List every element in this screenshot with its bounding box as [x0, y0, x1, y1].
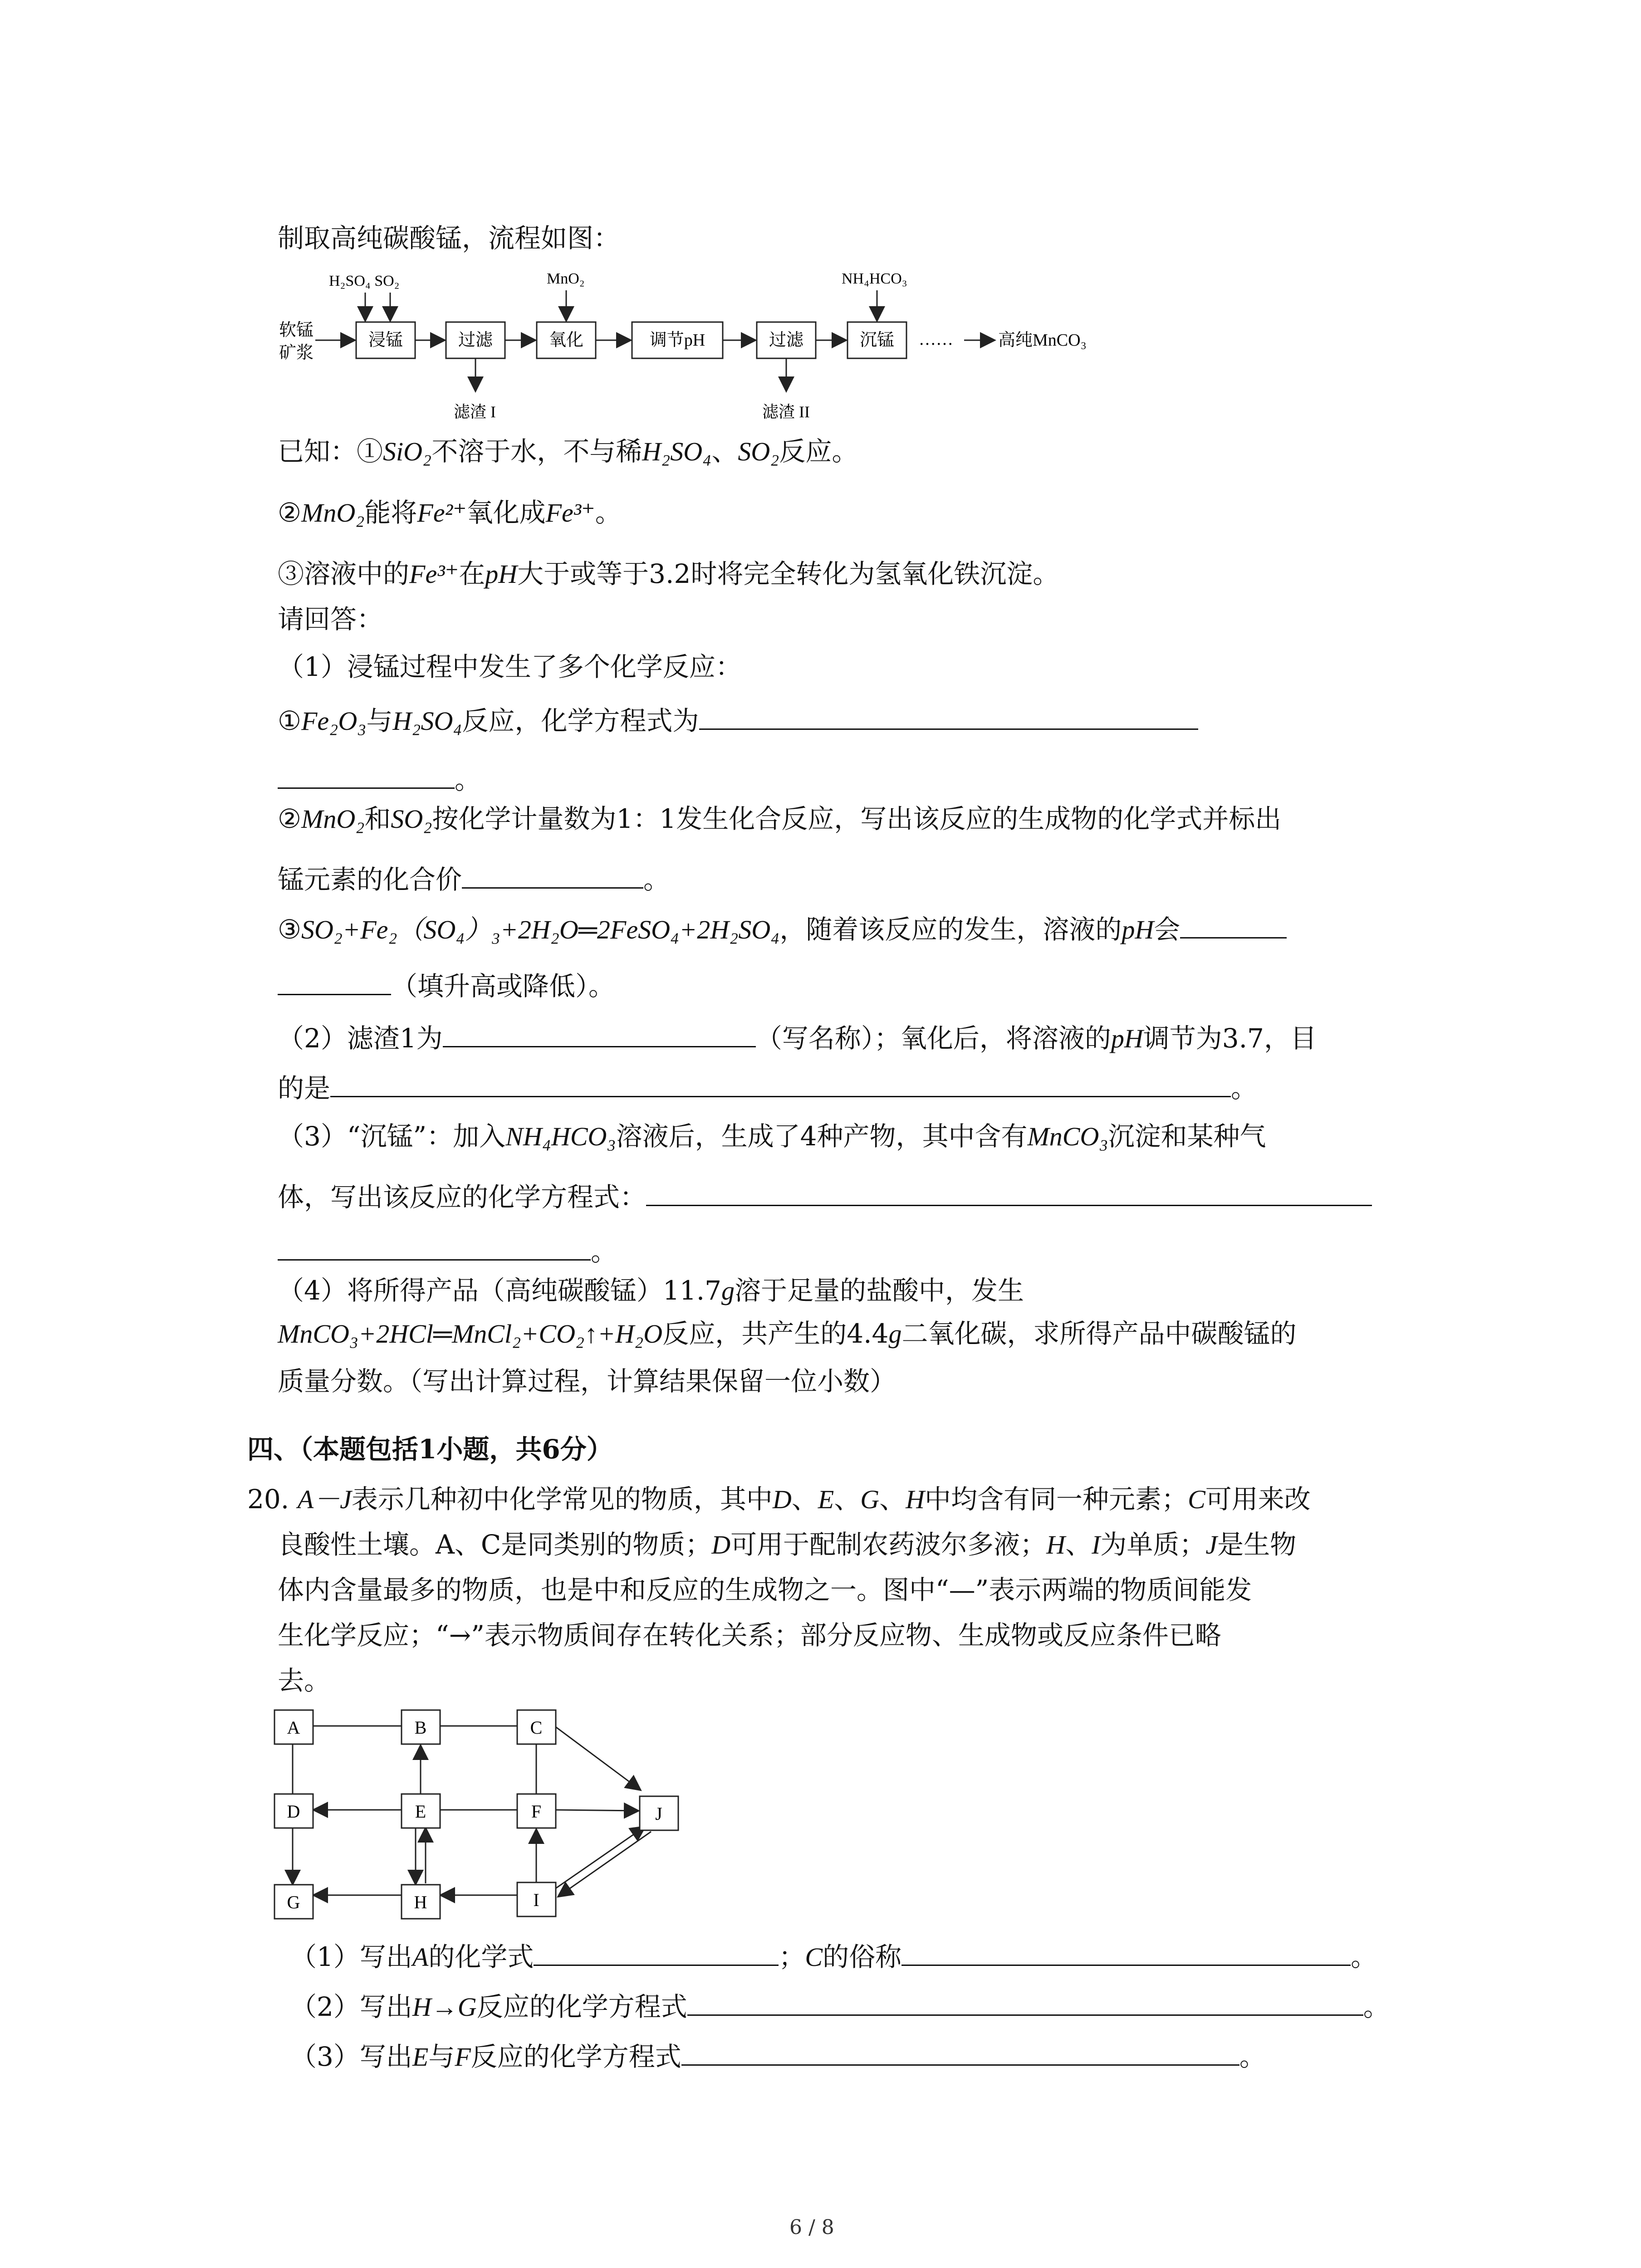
q20-l1-l: 可用来改: [1205, 1484, 1311, 1515]
known-2-mid2: 氧化成: [466, 497, 546, 528]
q1-c-line2: [278, 968, 615, 1002]
process-flowchart: [272, 259, 1134, 431]
known-3-mid: 在: [459, 558, 485, 589]
q1-c-ph: pH: [1122, 915, 1154, 944]
q1-a-line2: [278, 762, 481, 796]
q20-l2-g: 为单质；: [1100, 1529, 1206, 1560]
flow-input-3: MnO₂: [547, 270, 585, 287]
known-1-sep: 、: [711, 436, 738, 467]
flow-box-1-label: 浸锰: [368, 331, 403, 350]
q1-a-answer-blank-2[interactable]: [278, 762, 455, 789]
sub-q1-e: C: [805, 1942, 823, 1972]
q2-text3: 调节为3.7，目: [1143, 1023, 1317, 1054]
q1-c-equation: SO₂+Fe₂（SO₄）₃+2H₂O═2FeSO₄+2H₂SO₄: [301, 915, 780, 944]
node-g-label: G: [287, 1892, 300, 1912]
flow-product: 高纯MnCO₃: [998, 331, 1087, 350]
q20-line2: [278, 1529, 1296, 1561]
q4-unit-g: g: [721, 1276, 735, 1305]
known-3-prefix: ③溶液中的: [278, 558, 410, 589]
q3-answer-blank-2[interactable]: [278, 1234, 591, 1261]
q20-l1-b: 表示几种初中化学常见的物质，其中: [351, 1484, 773, 1515]
q2-line2-text: 的是: [278, 1073, 331, 1104]
sub-q3-a: （3）写出: [290, 2041, 412, 2072]
q20-l2-j: J: [1205, 1530, 1218, 1559]
q1-b-line2: [278, 862, 670, 895]
q2-answer-blank-1[interactable]: [443, 1021, 756, 1047]
q1-b-line2-text: 锰元素的化合价: [278, 864, 462, 895]
q20-l1-sep1: 、: [791, 1484, 818, 1515]
flow-start-2: 矿浆: [279, 343, 314, 362]
sub-q2-c: 反应的化学方程式: [476, 1991, 687, 2022]
q1-b-prefix: ②: [278, 803, 301, 834]
sub-q1-d: ；: [779, 1941, 805, 1972]
q1-c-rest: ，随着该反应的发生，溶液的: [779, 914, 1122, 945]
node-h-label: H: [414, 1892, 427, 1912]
q2-ph: pH: [1111, 1024, 1143, 1053]
q20-l1-j: 中均含有同一种元素；: [925, 1484, 1188, 1515]
known-1-sio2: SiO₂: [383, 437, 432, 466]
sub-q1: [290, 1939, 1377, 1973]
q1-a-mid: 与: [366, 705, 393, 736]
intro-text: 制取高纯碳酸锰，流程如图：: [278, 223, 620, 254]
q3-text3: 沉淀和某种气: [1108, 1121, 1266, 1152]
known-3: [278, 558, 1059, 590]
q1-a-h2so4: H₂SO₄: [392, 706, 462, 736]
q3-nh4hco3: NH₄HCO₃: [505, 1122, 616, 1151]
q20-l1-h: H: [906, 1485, 925, 1514]
sub-q3-answer-blank[interactable]: [681, 2039, 1239, 2066]
q20-range: A－J: [297, 1485, 352, 1514]
q1-c-answer-blank[interactable]: [1180, 912, 1287, 938]
q20-l1-sep2: 、: [834, 1484, 861, 1515]
flow-filter-2: 滤渣 II: [762, 403, 810, 421]
flow-box-2-label: 过滤: [458, 331, 493, 350]
relationship-diagram: [272, 1706, 703, 1941]
q20-l2-d: D: [711, 1530, 731, 1559]
ask-label: 请回答：: [278, 604, 383, 635]
flow-start-1: 软锰: [279, 321, 314, 340]
known-1-h2so4: H₂SO₄: [642, 437, 712, 466]
sub-q1-g: 。: [1351, 1941, 1377, 1972]
q1-b: [278, 803, 1281, 835]
q1-a: [278, 703, 1198, 737]
flow-inputs-1: H₂SO₄ SO₂: [329, 273, 400, 289]
sub-q2-d: 。: [1363, 1991, 1390, 2022]
q20-l1-e: E: [818, 1485, 834, 1514]
known-1: [278, 435, 858, 468]
q1-c-will: 会: [1154, 914, 1181, 945]
sub-q2-a: （2）写出: [290, 1991, 412, 2022]
sub-q3: [290, 2039, 1266, 2073]
q1-b-answer-blank[interactable]: [462, 862, 643, 889]
known-2: [278, 497, 622, 529]
flow-box-6-label: 沉锰: [859, 331, 895, 350]
sub-q1-b: A: [412, 1942, 429, 1972]
known-3-ph: pH: [485, 559, 518, 589]
known-2-mid: 能将: [364, 497, 417, 528]
q1-b-mid: 和: [364, 803, 391, 834]
q1-c: [278, 912, 1287, 946]
q4-line2: [278, 1318, 1296, 1350]
sub-q3-e: 反应的化学方程式: [470, 2041, 681, 2072]
q20-line4: 生化学反应；“→”表示物质间存在转化关系；部分反应物、生成物或反应条件已略: [278, 1620, 1221, 1651]
q2-line2: [278, 1070, 1257, 1104]
q1-c-prefix: ③: [278, 914, 301, 945]
known-3-fe3: Fe³⁺: [409, 559, 459, 589]
q4-text2: 溶于足量的盐酸中，发生: [735, 1275, 1024, 1306]
q4-unit-g2: g: [888, 1319, 902, 1349]
node-c-label: C: [530, 1717, 543, 1738]
flow-box-4-label: 调节pH: [649, 331, 705, 350]
q1-label: （1）浸锰过程中发生了多个化学反应：: [278, 651, 742, 682]
q2-tail: 。: [1231, 1073, 1258, 1104]
flow-dots: ……: [919, 330, 953, 349]
q3-line2-text: 体，写出该反应的化学方程式：: [278, 1182, 647, 1212]
q1-a-end: 反应，化学方程式为: [462, 705, 699, 736]
sub-q3-f: 。: [1239, 2041, 1266, 2072]
q20-l2-a: 良酸性土壤。A、C是同类别的物质；: [278, 1529, 712, 1560]
q4-text1: （4）将所得产品（高纯碳酸锰）11.7: [278, 1275, 722, 1306]
q20-l1-g: G: [860, 1485, 880, 1514]
node-f-label: F: [531, 1801, 542, 1822]
sub-q2-answer-blank[interactable]: [687, 1989, 1363, 2016]
known-2-fe2: Fe²⁺: [417, 498, 467, 528]
q20-line3: 体内含量最多的物质，也是中和反应的生成物之一。图中“—”表示两端的物质间能发: [278, 1574, 1252, 1605]
q3-line3: [278, 1234, 617, 1267]
q4-text3: 反应，共产生的4.4: [662, 1318, 889, 1349]
q1-c-answer-blank-2[interactable]: [278, 968, 391, 995]
q1-a-prefix: ①: [278, 705, 301, 736]
q1-a-answer-blank[interactable]: [699, 703, 1198, 730]
q3-line2: [278, 1179, 1372, 1213]
q3-mnco3: MnCO₃: [1027, 1122, 1108, 1151]
known-1-rest: 不溶于水，不与稀: [431, 436, 642, 467]
q4-line1: [278, 1275, 1024, 1307]
q20-l1-c: C: [1188, 1485, 1205, 1514]
page-number: 6 / 8: [789, 2216, 834, 2239]
sub-q1-c: 的化学式: [428, 1941, 534, 1972]
node-b-label: B: [414, 1717, 427, 1738]
flow-box-5-label: 过滤: [769, 331, 804, 350]
known-2-fe3: Fe³⁺: [545, 498, 595, 528]
sub-q3-d: F: [455, 2042, 471, 2072]
flow-filter-1: 滤渣 I: [454, 403, 496, 421]
q1-b-mno2: MnO₂: [301, 804, 365, 834]
q4-text4: 二氧化碳，求所得产品中碳酸锰的: [901, 1318, 1297, 1349]
known-1-end: 反应。: [779, 436, 858, 467]
q20-line5: 去。: [278, 1665, 331, 1696]
q20-l1-sep3: 、: [879, 1484, 906, 1515]
q2-line1: [278, 1021, 1317, 1055]
q3-text2: 溶液后，生成了4种产物，其中含有: [616, 1121, 1028, 1152]
known-3-end: 大于或等于3.2时将完全转化为氢氧化铁沉淀。: [517, 558, 1059, 589]
sub-q1-answer-blank-1[interactable]: [534, 1939, 779, 1966]
sub-q3-c: 与: [428, 2041, 455, 2072]
q1-a-tail: 。: [455, 764, 481, 795]
known-2-prefix: ②: [278, 497, 301, 528]
known-2-mno2: MnO₂: [301, 498, 365, 528]
q1-b-so2: SO₂: [391, 804, 432, 834]
known-2-end: 。: [595, 497, 622, 528]
sub-q1-f: 的俗称: [823, 1941, 902, 1972]
q1-c-hint: （填升高或降低）。: [391, 971, 615, 1002]
q20-l2-h: H: [1046, 1530, 1066, 1559]
node-d-label: D: [287, 1801, 300, 1822]
node-e-label: E: [415, 1801, 426, 1822]
q4-line3: 质量分数。（写出计算过程，计算结果保留一位小数）: [278, 1366, 896, 1397]
sub-q1-answer-blank-2[interactable]: [901, 1939, 1351, 1966]
q20-line1: [247, 1483, 1311, 1515]
flow-input-6: NH₄HCO₃: [842, 270, 907, 287]
q20-l2-sep: 、: [1065, 1529, 1092, 1560]
q1-b-tail: 。: [643, 864, 670, 895]
node-i-label: I: [533, 1890, 539, 1910]
node-j-label: J: [655, 1804, 662, 1824]
q3-answer-blank-1[interactable]: [646, 1179, 1372, 1206]
known-1-prefix: 已知：①: [278, 436, 383, 467]
q1-a-fe2o3: Fe₂O₃: [301, 706, 367, 736]
q2-text2: （写名称）；氧化后，将溶液的: [755, 1023, 1111, 1054]
q2-text1: （2）滤渣1为: [278, 1023, 443, 1054]
q3-tail: 。: [591, 1236, 617, 1267]
q1-b-rest: 按化学计量数为1：1发生化合反应，写出该反应的生成物的化学式并标出: [432, 803, 1282, 834]
node-a-label: A: [287, 1717, 300, 1738]
sub-q2: [290, 1989, 1390, 2023]
q4-equation: MnCO₃+2HCl═MnCl₂+CO₂↑+H₂O: [278, 1319, 663, 1349]
q3-text1: （3）“沉锰”：加入: [278, 1121, 506, 1152]
known-1-so2: SO₂: [738, 437, 779, 466]
q2-answer-blank-2[interactable]: [330, 1070, 1231, 1097]
q20-l2-i-text: 是生物: [1217, 1529, 1297, 1560]
q20-l1-d: D: [772, 1485, 792, 1514]
flow-box-3-label: 氧化: [549, 331, 584, 350]
section-4-heading: 四、（本题包括1小题，共6分）: [247, 1434, 613, 1465]
q20-number: 20.: [247, 1484, 289, 1515]
sub-q1-a: （1）写出: [290, 1941, 412, 1972]
sub-q2-b: H→G: [412, 1992, 477, 2022]
q3-line1: [278, 1120, 1266, 1153]
q20-l2-c: 可用于配制农药波尔多液；: [730, 1529, 1047, 1560]
q20-l2-i: I: [1092, 1530, 1101, 1559]
sub-q3-b: E: [412, 2042, 429, 2072]
